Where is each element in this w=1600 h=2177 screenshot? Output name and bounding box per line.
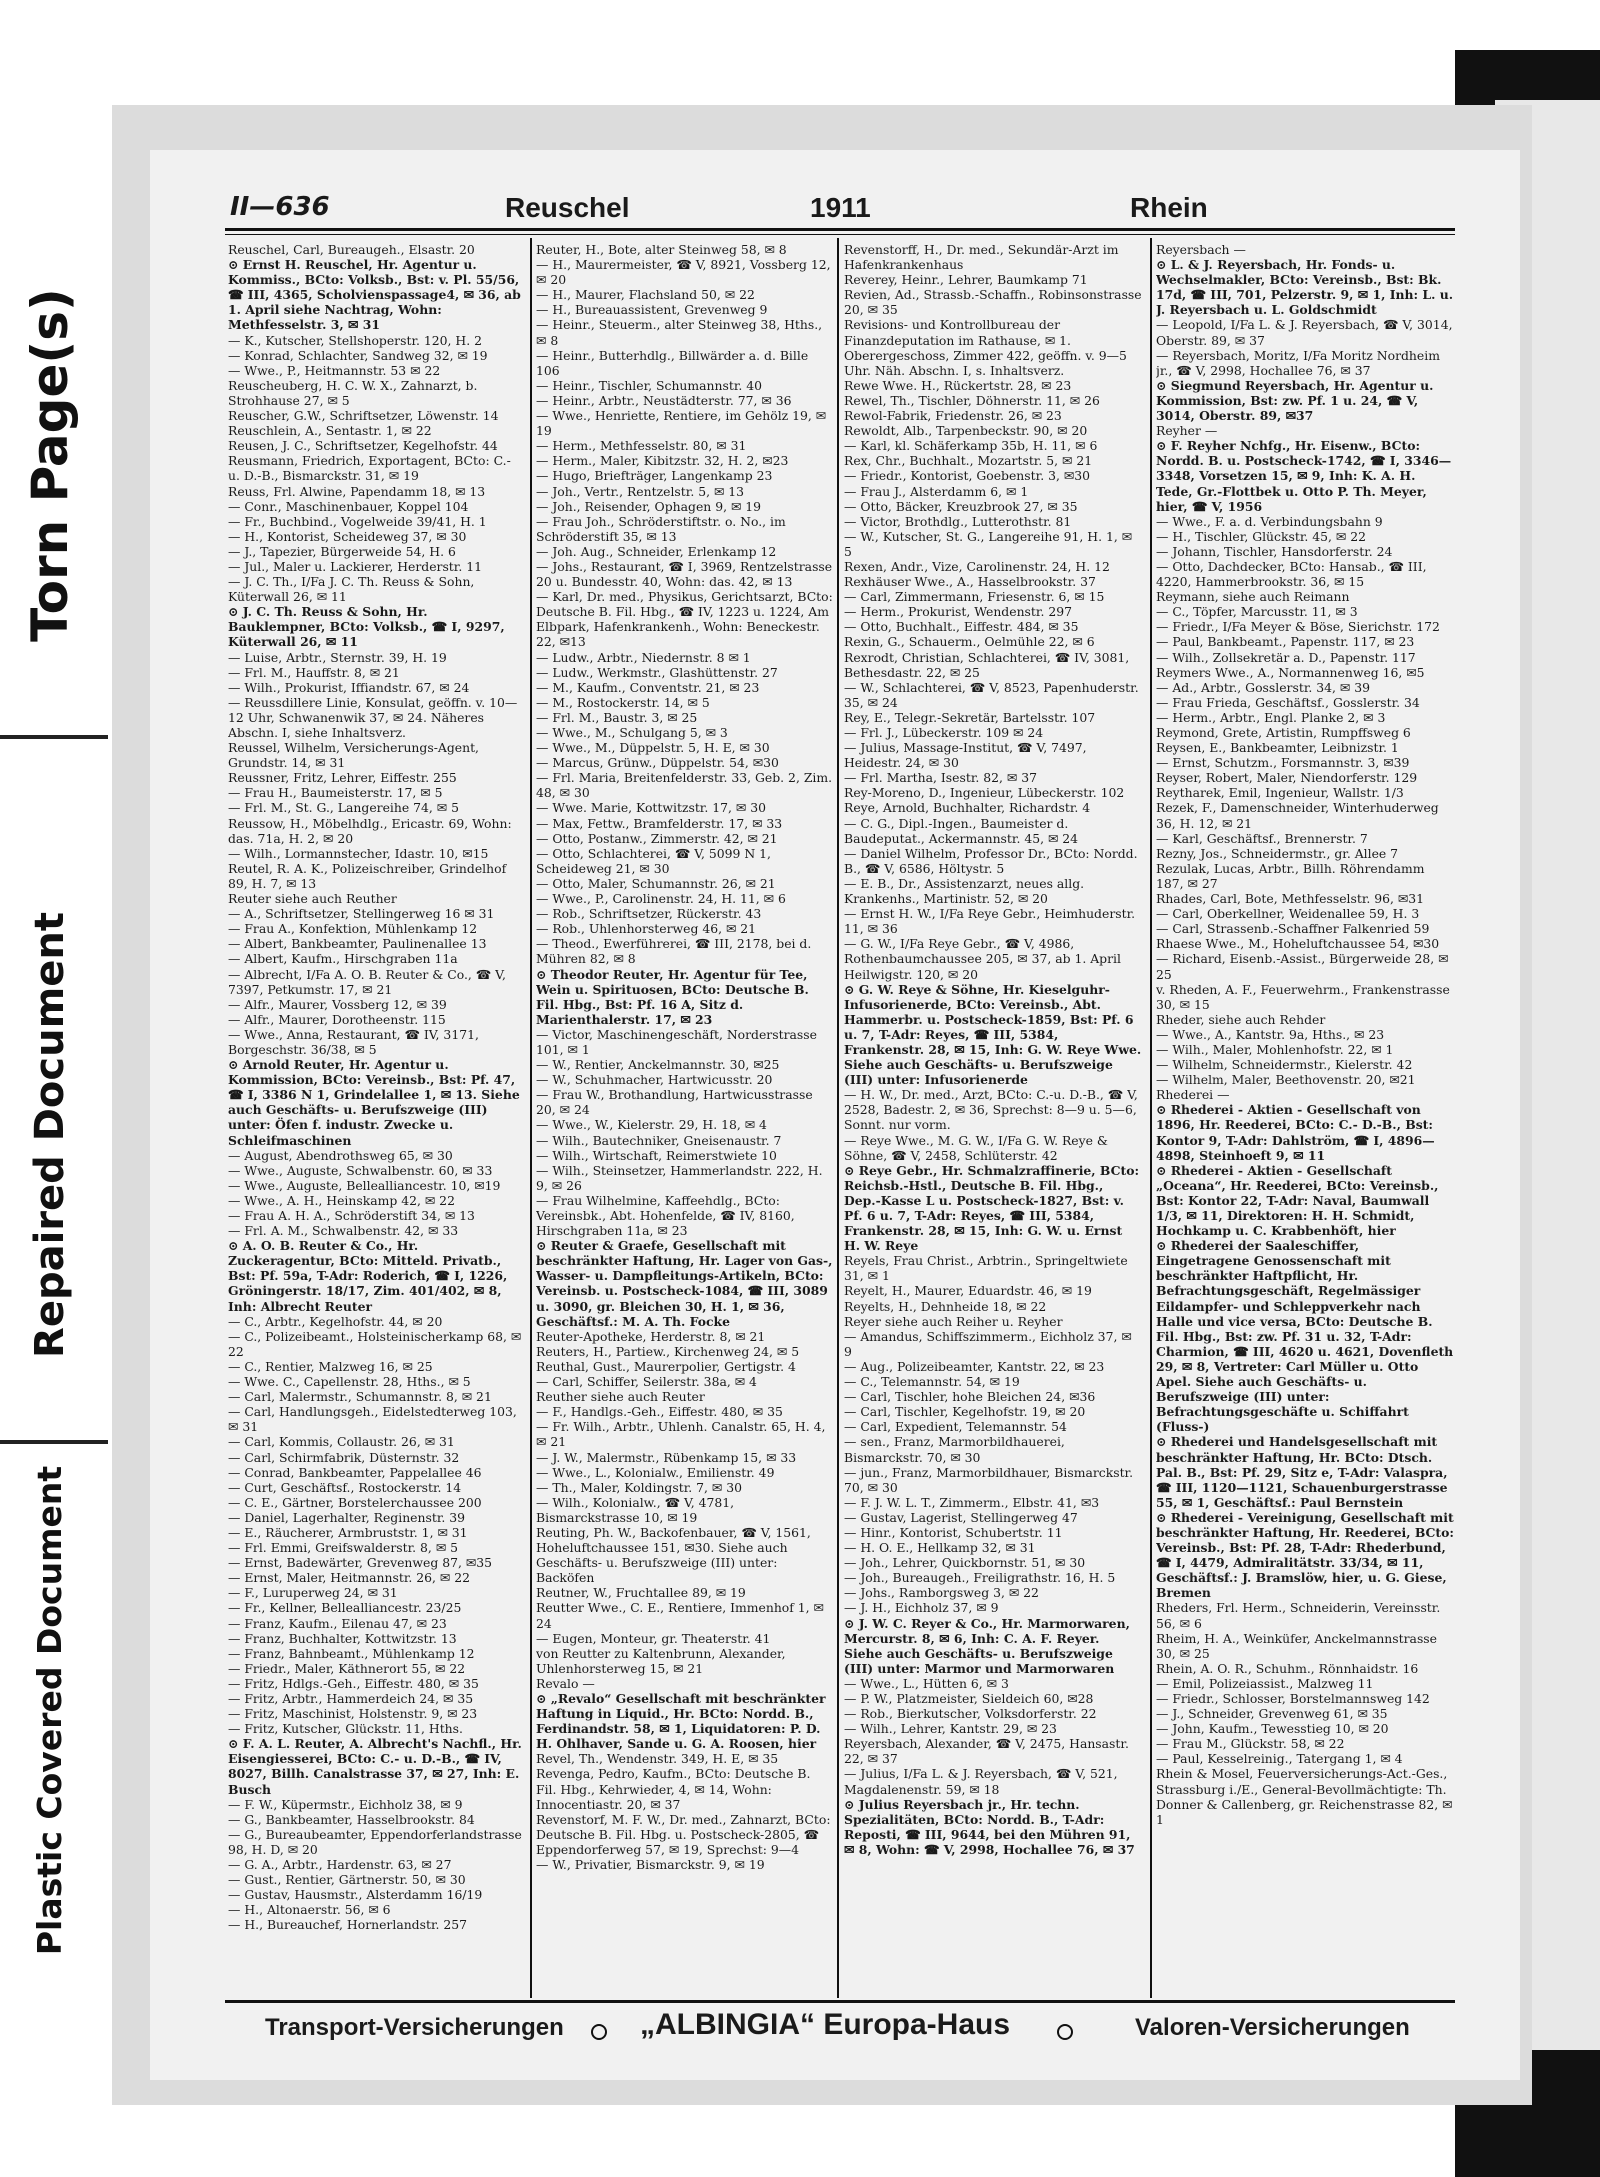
directory-entry: — J. H., Eichholz 37, ✉ 9 [844, 1600, 999, 1616]
directory-entry: ⊙ F. A. L. Reuter, A. Albrecht's Nachfl., Hr. Eisengiesserei, BCto: C.- u. D.-B., ☎ IV, 8027, Billh. Canalstrasse 37, ✉ 27, Inh: E. Busch [228, 1736, 522, 1797]
directory-entry: — C., Arbtr., Kegelhofstr. 44, ✉ 20 [228, 1313, 443, 1329]
directory-entry: Rhaese Wwe., M., Hoheluftchaussee 54, ✉30 [1156, 936, 1440, 952]
column-divider [1150, 238, 1152, 1998]
directory-entry: — Wwe., A. H., Heinskamp 42, ✉ 22 [228, 1192, 455, 1208]
directory-entry: — H., Maurer, Flachsland 50, ✉ 22 [536, 287, 755, 303]
directory-entry: — Frau W., Brothandlung, Hartwicusstrasse 20, ✉ 24 [536, 1087, 813, 1118]
directory-entry: ⊙ L. & J. Reyersbach, Hr. Fonds- u. Wechselmakler, BCto: Vereinsb., Bst: Bk. 17d, ☎ III, 701, Pelzerstr. 9, ✉ 1, Inh: L. u. J. Reyersbach u. L. Goldschmidt [1156, 257, 1454, 318]
bullet-icon [1057, 2024, 1073, 2040]
directory-entry: Reussner, Fritz, Lehrer, Eiffestr. 255 [228, 770, 457, 786]
directory-entry: — Ernst, Schutzm., Forsmannstr. 3, ✉39 [1156, 755, 1410, 771]
directory-entry: — jun., Franz, Marmorbildhauer, Bismarckstr. 70, ✉ 30 [844, 1464, 1134, 1495]
directory-entry: — Rob., Schriftsetzer, Rückerstr. 43 [536, 906, 762, 922]
directory-entry: — Carl, Kommis, Collaustr. 26, ✉ 31 [228, 1434, 455, 1450]
directory-entry: — Luise, Arbtr., Sternstr. 39, H. 19 [228, 649, 447, 665]
directory-entry: Revel, Th., Wendenstr. 349, H. E, ✉ 35 [536, 1751, 779, 1767]
directory-entry: — H., Maurermeister, ☎ V, 8921, Vossberg 12, ✉ 20 [536, 257, 831, 288]
directory-entry: — G., Bureaubeamter, Eppendorferlandstrasse 98, H. D, ✉ 20 [228, 1826, 522, 1857]
directory-entry: — Fritz, Hdlgs.-Geh., Eiffestr. 480, ✉ 35 [228, 1675, 479, 1691]
directory-entry: ⊙ Arnold Reuter, Hr. Agentur u. Kommission, BCto: Vereinsb., Bst: Pf. 47, ☎ I, 3386 N 1, Grindelallee 1, ✉ 13. Siehe auch Geschäfts- u. Berufszweige (III) unter: Öfen f. industr. Zwecke u. Schleifmaschinen [228, 1057, 520, 1148]
directory-entry: — Richard, Eisenb.-Assist., Bürgerweide 28, ✉ 25 [1156, 951, 1449, 982]
directory-entry: — Johs., Restaurant, ☎ I, 3969, Rentzelstrasse 20 u. Bundesstr. 40, Wohn: das. 42, ✉ 13 [536, 558, 833, 590]
directory-entry: — Victor, Brothdlg., Lutterothstr. 81 [844, 513, 1072, 529]
directory-entry: Reyser, Robert, Maler, Niendorferstr. 129 [1156, 770, 1418, 786]
directory-entry: — sen., Franz, Marmorbildhauerei, Bismarckstr. 70, ✉ 30 [844, 1434, 1065, 1465]
directory-entry: Revenstorff, H., Dr. med., Sekundär-Arzt im Hafenkrankenhaus [844, 242, 1119, 273]
directory-entry: — Joh. Aug., Schneider, Erlenkamp 12 [536, 543, 777, 559]
directory-entry: Reyersbach, Alexander, ☎ V, 2475, Hansastr. 22, ✉ 37 [844, 1736, 1129, 1767]
directory-entry: Reutner, W., Fruchtallee 89, ✉ 19 [536, 1585, 746, 1601]
directory-entry: — Frau Wilhelmine, Kaffeehdlg., BCto: Vereinsbk., Abt. Hohenfelde, ☎ IV, 8160, Hirschgraben 11a, ✉ 23 [536, 1192, 795, 1239]
directory-entry: — Daniel, Lagerhalter, Reginenstr. 39 [228, 1509, 466, 1525]
directory-entry: Rewol-Fabrik, Friedenstr. 26, ✉ 23 [844, 408, 1062, 424]
directory-entry: — Frl. Martha, Isestr. 82, ✉ 37 [844, 770, 1038, 786]
directory-entry: ⊙ „Revalo“ Gesellschaft mit beschränkter Haftung in Liquid., Hr. BCto: Nordd. B., Ferdinandstr. 58, ✉ 1, Liquidatoren: P. D. H. Ohlhaver, Sande u. G. A. Roosen, hier [536, 1691, 826, 1752]
directory-entry: — C. G., Dipl.-Ingen., Baumeister d. Baudeputat., Ackermannstr. 45, ✉ 24 [844, 815, 1079, 846]
directory-entry: — Carl, Tischler, Kegelhofstr. 19, ✉ 20 [844, 1404, 1086, 1420]
directory-column-1 [228, 242, 526, 1997]
directory-entry: Reyels, Frau Christ., Arbtrin., Springeltwiete 31, ✉ 1 [844, 1253, 1128, 1284]
directory-entry: Rewoldt, Alb., Tarpenbeckstr. 90, ✉ 20 [844, 423, 1088, 439]
directory-entry: Reuschel, Carl, Bureaugeh., Elsastr. 20 [228, 242, 475, 257]
directory-entry: — H. O. E., Hellkamp 32, ✉ 31 [844, 1540, 1036, 1556]
directory-entry: — Wilh., Prokurist, Iffiandstr. 67, ✉ 24 [228, 679, 470, 695]
directory-entry: — F., Handlgs.-Geh., Eiffestr. 480, ✉ 35 [536, 1404, 783, 1420]
directory-entry: — Max, Fettw., Bramfelderstr. 17, ✉ 33 [536, 815, 783, 831]
directory-entry: Reuters, H., Partiew., Kirchenweg 24, ✉ 5 [536, 1343, 800, 1359]
directory-entry: — Joh., Reisender, Ophagen 9, ✉ 19 [536, 498, 762, 514]
directory-entry: — W., Privatier, Bismarckstr. 9, ✉ 19 [536, 1857, 765, 1873]
directory-entry: — K., Kutscher, Stellshoperstr. 120, H. 2 [228, 332, 482, 348]
directory-entry: — Ludw., Arbtr., Niedernstr. 8 ✉ 1 [536, 649, 751, 665]
running-head-last: Rhein [1130, 192, 1208, 223]
directory-entry: — Friedr., Kontorist, Goebenstr. 3, ✉30 [844, 468, 1090, 484]
directory-entry: — Franz, Bahnbeamt., Mühlenkamp 12 [228, 1645, 475, 1661]
directory-column-4 [1156, 242, 1454, 1997]
directory-entry: Revenga, Pedro, Kaufm., BCto: Deutsche B. Fil. Hbg., Kehrwieder, 4, ✉ 14, Wohn: Innocentiastr. 20, ✉ 37 [536, 1766, 811, 1812]
directory-entry: ⊙ Reye Gebr., Hr. Schmalzraffinerie, BCto: Reichsb.-Hstl., Deutsche B. Fil. Hbg., Dep.-Kasse L u. Postscheck-1827, Bst: v. Pf. 6 u. 7, T-Adr: Reyes, ☎ III, 5384, Frankenstr. 28, ✉ 15, Inh: G. W. u. Ernst H. W. Reye [844, 1162, 1140, 1254]
directory-entry: — Wilh., Wirtschaft, Reimerstwiete 10 [536, 1147, 777, 1163]
directory-entry: — A., Schriftsetzer, Stellingerweg 16 ✉ 31 [228, 906, 495, 922]
directory-entry: ⊙ Theodor Reuter, Hr. Agentur für Tee, Wein u. Spirituosen, BCto: Deutsche B. Fil. Hbg., Bst: Pf. 16 A, Sitz d. Marienthalerstr. 17, ✉ 23 [536, 966, 809, 1027]
directory-entry: — Heinr., Butterhdlg., Billwärder a. d. Bille 106 [536, 347, 809, 378]
directory-entry: Rexen, Andr., Vize, Carolinenstr. 24, H. 12 [844, 558, 1110, 574]
torn-pages-label: Torn Page(s) [21, 288, 79, 642]
footer-left-text: Transport-Versicherungen [265, 2014, 564, 2041]
directory-entry: — Ad., Arbtr., Gosslerstr. 34, ✉ 39 [1156, 679, 1370, 695]
label-divider [0, 735, 108, 739]
directory-entry: — Heinr., Tischler, Schumannstr. 40 [536, 377, 763, 393]
directory-entry: — Joh., Vertr., Rentzelstr. 5, ✉ 13 [536, 483, 745, 499]
directory-entry: Rezny, Jos., Schneidermstr., gr. Allee 7 [1156, 845, 1399, 861]
directory-entry: — Wilhelm, Maler, Beethovenstr. 20, ✉21 [1156, 1072, 1416, 1088]
directory-entry: Reuschlein, A., Sentastr. 1, ✉ 22 [228, 423, 432, 439]
footer-right-text: Valoren-Versicherungen [1135, 2014, 1410, 2041]
directory-entry: — Frau Joh., Schröderstiftstr. o. No., im Schröderstift 35, ✉ 13 [536, 513, 786, 544]
directory-entry: — Reye Wwe., M. G. W., I/Fa G. W. Reye & Söhne, ☎ V, 2458, Schlüterstr. 42 [844, 1132, 1108, 1163]
directory-entry: Revisions- und Kontrollbureau der Finanzdeputation im Rathause, ✉ 1. Oberergeschoss, Zimmer 422, geöffn. v. 9—5 Uhr. Näh. Abschn. I, s. Inhaltsverz. [844, 317, 1127, 378]
directory-entry: Rezulak, Lucas, Arbtr., Billh. Röhrendamm 187, ✉ 27 [1156, 860, 1425, 891]
directory-entry: — Alfr., Maurer, Vossberg 12, ✉ 39 [228, 996, 447, 1012]
directory-entry: — August, Abendrothsweg 65, ✉ 30 [228, 1147, 453, 1163]
directory-entry: — Frl. M., Baustr. 3, ✉ 25 [536, 709, 698, 725]
directory-entry: — Frl. Emmi, Greifswalderstr. 8, ✉ 5 [228, 1540, 459, 1556]
directory-entry: — Leopold, I/Fa L. & J. Reyersbach, ☎ V, 3014, Oberstr. 89, ✉ 37 [1156, 317, 1453, 348]
running-head-year: 1911 [810, 192, 871, 223]
directory-entry: Reyher — [1156, 423, 1218, 439]
directory-entry: Rexhäuser Wwe., A., Hasselbrookstr. 37 [844, 574, 1096, 590]
directory-entry: Rezek, F., Damenschneider, Winterhuderweg 36, H. 12, ✉ 21 [1156, 800, 1439, 831]
directory-entry: ⊙ Rhederei - Vereinigung, Gesellschaft mit beschränkter Haftung, Hr. Reederei, BCto: Vereinsb., Bst: Pf. 28, T-Adr: Rhederbund, ☎ I, 4479, Admiralitätstr. 33/34, ✉ 11, Geschäftsf.: J. Bramslöw, hier, u. G. Giese, Bremen [1156, 1509, 1454, 1601]
directory-entry: — Carl, Malermstr., Schumannstr. 8, ✉ 21 [228, 1389, 492, 1405]
column-divider [837, 238, 839, 1998]
directory-entry: — Heinr., Steuerm., alter Steinweg 38, Hths., ✉ 8 [536, 317, 823, 348]
directory-entry: — Frau A., Konfektion, Mühlenkamp 12 [228, 921, 478, 937]
directory-entry: — Wwe., M., Düppelstr. 5, H. E, ✉ 30 [536, 740, 770, 756]
directory-entry: ⊙ Siegmund Reyersbach, Hr. Agentur u. Kommission, Bst: zw. Pf. 1 u. 24, ☎ V, 3014, Oberstr. 89, ✉37 [1156, 377, 1434, 424]
directory-entry: — Wilh., Zollsekretär a. D., Papenstr. 117 [1156, 649, 1416, 665]
directory-entry: — Reyersbach, Moritz, I/Fa Moritz Nordheim jr., ☎ V, 2998, Hochallee 76, ✉ 37 [1156, 347, 1440, 378]
directory-entry: — Ernst, Badewärter, Grevenweg 87, ✉35 [228, 1555, 492, 1571]
directory-entry: — Fr. Wilh., Arbtr., Uhlenh. Canalstr. 65, H. 4, ✉ 21 [536, 1419, 826, 1450]
directory-entry: Reusen, J. C., Schriftsetzer, Kegelhofstr. 44 [228, 438, 498, 454]
directory-entry: von Reutter zu Kaltenbrunn, Alexander, Uhlenhorsterweg 15, ✉ 21 [536, 1645, 786, 1676]
directory-entry: — Friedr., Schlosser, Borstelmannsweg 142 [1156, 1691, 1430, 1706]
directory-entry: — J., Schneider, Grevenweg 61, ✉ 35 [1156, 1706, 1388, 1722]
directory-entry: — H., Altonaerstr. 56, ✉ 6 [228, 1902, 391, 1918]
directory-entry: — Frau M., Glückstr. 58, ✉ 22 [1156, 1736, 1345, 1752]
directory-entry: — Fr., Buchbind., Vogelweide 39/41, H. 1 [228, 513, 487, 529]
directory-entry: — Otto, Postanw., Zimmerstr. 42, ✉ 21 [536, 830, 778, 846]
directory-entry: Reuther siehe auch Reuter [536, 1389, 705, 1405]
header-rule [225, 228, 1455, 231]
directory-entry: — Carl, Schirmfabrik, Düsternstr. 32 [228, 1449, 460, 1465]
footer-center-text: „ALBINGIA“ Europa-Haus [640, 2008, 1011, 2041]
directory-entry: — Wwe., Auguste, Bellealliancestr. 10, ✉19 [228, 1177, 501, 1193]
directory-entry: Reymann, siehe auch Reimann [1156, 589, 1350, 605]
directory-column-3 [844, 242, 1142, 1997]
directory-entry: Reutter Wwe., C. E., Rentiere, Immenhof 1, ✉ 24 [536, 1600, 824, 1631]
directory-entry: — P. W., Platzmeister, Sieldeich 60, ✉28 [844, 1691, 1094, 1706]
directory-entry: Reverey, Heinr., Lehrer, Baumkamp 71 [844, 272, 1088, 288]
directory-entry: Rewel, Th., Tischler, Döhnerstr. 11, ✉ 26 [844, 392, 1100, 408]
directory-entry: — M., Rostockerstr. 14, ✉ 5 [536, 694, 710, 710]
directory-entry: Rhein, A. O. R., Schuhm., Rönnhaidstr. 16 [1156, 1660, 1419, 1676]
directory-entry: Reuscheuberg, H. C. W. X., Zahnarzt, b. Strohhause 27, ✉ 5 [228, 377, 478, 408]
directory-entry: — Julius, Massage-Institut, ☎ V, 7497, Heidestr. 24, ✉ 30 [844, 740, 1087, 771]
directory-entry: — W., Schuhmacher, Hartwicusstr. 20 [536, 1072, 773, 1088]
directory-entry: Rheder, siehe auch Rehder [1156, 1011, 1326, 1027]
directory-entry: Reytharek, Emil, Ingenieur, Wallstr. 1/3 [1156, 785, 1404, 801]
directory-entry: Rheders, Frl. Herm., Schneiderin, Vereinsstr. 56, ✉ 6 [1156, 1600, 1441, 1631]
directory-entry: — F. J. W. L. T., Zimmerm., Elbstr. 41, ✉3 [844, 1494, 1100, 1510]
directory-entry: — H., Bureauchef, Hornerlandstr. 257 [228, 1917, 468, 1933]
directory-entry: — Wwe., P., Carolinenstr. 24, H. 11, ✉ 6 [536, 891, 786, 907]
advertisement-footer [225, 2008, 1455, 2058]
directory-entry: — Wwe., P., Heitmannstr. 53 ✉ 22 [228, 362, 441, 378]
directory-entry: — Wilh., Maler, Mohlenhofstr. 22, ✉ 1 [1156, 1041, 1394, 1057]
directory-entry: Reuting, Ph. W., Backofenbauer, ☎ V, 1561, Hoheluftchaussee 151, ✉30. Siehe auch Geschäfts- u. Berufszweige (III) unter: Backöfen [536, 1524, 811, 1586]
directory-entry: — Frl. A. M., Schwalbenstr. 42, ✉ 33 [228, 1223, 459, 1239]
directory-entry: v. Rheden, A. F., Feuerwehrm., Frankenstrasse 30, ✉ 15 [1156, 981, 1450, 1012]
directory-entry: Rex, Chr., Buchhalt., Mozartstr. 5, ✉ 21 [844, 453, 1093, 469]
directory-entry: — Hugo, Briefträger, Langenkamp 23 [536, 468, 773, 484]
directory-entry: — H., Kontorist, Scheideweg 37, ✉ 30 [228, 528, 467, 544]
directory-entry: — Carl, Expedient, Telemannstr. 54 [844, 1419, 1067, 1435]
directory-entry: ⊙ Reuter & Graefe, Gesellschaft mit beschränkter Haftung, Hr. Lager von Gas-, Wasser- u. Dampfleitungs-Artikeln, BCto: Vereinsb. u. Postscheck-1084, ☎ III, 3089 u. 3090, gr. Bleichen 30, H. 1, ✉ 36, Geschäftsf.: M. A. Th. Focke [536, 1238, 833, 1329]
plastic-covered-label: Plastic Covered Document [30, 1465, 70, 1955]
directory-entry: — Frau J., Alsterdamm 6, ✉ 1 [844, 483, 1029, 499]
directory-entry: — Wwe., A., Kantstr. 9a, Hths., ✉ 23 [1156, 1026, 1385, 1042]
directory-entry: — Aug., Polizeibeamter, Kantstr. 22, ✉ 23 [844, 1358, 1105, 1374]
directory-entry: — H. W., Dr. med., Arzt, BCto: C.-u. D.-B., ☎ V, 2528, Badestr. 2, ✉ 36, Sprechst: 8—9 u. 5—6, Sonnt. nur vorm. [844, 1087, 1138, 1133]
directory-entry: — Ernst, Maler, Heitmannstr. 26, ✉ 22 [228, 1570, 470, 1586]
directory-entry: — Otto, Buchhalt., Eiffestr. 484, ✉ 35 [844, 619, 1079, 635]
directory-entry: — Wilh., Bautechniker, Gneisenaustr. 7 [536, 1132, 782, 1148]
directory-entry: — Jul., Maler u. Lackierer, Herderstr. 11 [228, 558, 482, 574]
directory-entry: — Herm., Methfesselstr. 80, ✉ 31 [536, 438, 747, 454]
directory-entry: — Albert, Kaufm., Hirschgraben 11a [228, 951, 458, 967]
directory-entry: — Reussdillere Linie, Konsulat, geöffn. v. 10—12 Uhr, Schwanenwik 37, ✉ 24. Näheres Abschn. I, siehe Inhaltsverz. [228, 694, 518, 740]
directory-entry: — Friedr., I/Fa Meyer & Böse, Sierichstr. 172 [1156, 619, 1440, 635]
directory-entry: — Wwe., F. a. d. Verbindungsbahn 9 [1156, 513, 1383, 529]
directory-entry: — Carl, Oberkellner, Weidenallee 59, H. 3 [1156, 906, 1420, 922]
directory-entry: — Wwe. C., Capellenstr. 28, Hths., ✉ 5 [228, 1374, 471, 1390]
directory-entry: — Karl, kl. Schäferkamp 35b, H. 11, ✉ 6 [844, 438, 1098, 454]
directory-entry: — Daniel Wilhelm, Professor Dr., BCto: Nordd. B., ☎ V, 6586, Höltystr. 5 [844, 845, 1138, 876]
directory-entry: — Victor, Maschinengeschäft, Norderstrasse 101, ✉ 1 [536, 1026, 817, 1057]
bullet-icon [591, 2024, 607, 2040]
directory-entry: — C., Telemannstr. 54, ✉ 19 [844, 1374, 1020, 1390]
directory-entry: ⊙ Rhederei - Aktien - Gesellschaft „Oceana“, Hr. Reederei, BCto: Vereinsb., Bst: Kontor 22, T-Adr: Naval, Baumwall 1/3, ✉ 11, Direktoren: H. H. Schmidt, Hochkamp u. C. Krabbenhöft, hier [1156, 1162, 1439, 1239]
directory-entry: ⊙ J. C. Th. Reuss & Sohn, Hr. Bauklempner, BCto: Volksb., ☎ I, 9297, Küterwall 26, ✉ 11 [228, 604, 505, 650]
directory-entry: — Wwe., W., Kielerstr. 29, H. 18, ✉ 4 [536, 1117, 767, 1133]
directory-entry: — Fritz, Arbtr., Hammerdeich 24, ✉ 35 [228, 1691, 474, 1706]
directory-entry: — Fr., Kellner, Bellealliancestr. 23/25 [228, 1600, 462, 1616]
directory-entry: — Julius, I/Fa L. & J. Reyersbach, ☎ V, 521, Magdalenenstr. 59, ✉ 18 [844, 1766, 1118, 1797]
directory-entry: ⊙ Rhederei und Handelsgesellschaft mit beschränkter Haftung, Hr. BCto: Dtsch. Pal. B., Bst: Pf. 29, Sitz e, T-Adr: Valaspra, ☎ III, 1120—1121, Schauenburgerstrasse 55, ✉ 1, Geschäftsf.: Paul Bernstein [1156, 1434, 1448, 1510]
directory-entry: — Gustav, Hausmstr., Alsterdamm 16/19 [228, 1887, 483, 1903]
header-rule-thin [225, 234, 1455, 235]
directory-entry: — Otto, Schlachterei, ☎ V, 5099 N 1, Scheideweg 21, ✉ 30 [536, 845, 771, 876]
directory-entry: — Wilh., Lehrer, Kantstr. 29, ✉ 23 [844, 1721, 1057, 1737]
directory-entry: — G. W., I/Fa Reye Gebr., ☎ V, 4986, Rothenbaumchaussee 205, ✉ 37, ab 1. April Heilwigstr. 120, ✉ 20 [844, 936, 1121, 982]
column-divider [530, 238, 532, 1998]
directory-entry: — Rob., Bierkutscher, Volksdorferstr. 22 [844, 1706, 1097, 1722]
directory-entry: — Eugen, Monteur, gr. Theaterstr. 41 [536, 1630, 771, 1646]
directory-entry: — Fritz, Maschinist, Holstenstr. 9, ✉ 23 [228, 1706, 478, 1722]
directory-entry: — E., Räucherer, Armbruststr. 1, ✉ 31 [228, 1524, 468, 1540]
directory-entry: — Franz, Kaufm., Eilenau 47, ✉ 23 [228, 1615, 447, 1631]
directory-entry: — C., Töpfer, Marcusstr. 11, ✉ 3 [1156, 604, 1358, 620]
directory-entry: — C. E., Gärtner, Borstelerchaussee 200 [228, 1494, 482, 1510]
directory-entry: — Wwe., Auguste, Schwalbenstr. 60, ✉ 33 [228, 1162, 493, 1178]
directory-entry: — Conr., Maschinenbauer, Koppel 104 [228, 498, 469, 514]
directory-entry: Reye, Arnold, Buchhalter, Richardstr. 4 [844, 800, 1091, 816]
directory-entry: — Hinr., Kontorist, Schubertstr. 11 [844, 1524, 1063, 1540]
directory-entry: Reuter siehe auch Reuther [228, 891, 397, 907]
directory-entry: — E. B., Dr., Assistenzarzt, neues allg. Krankenhs., Martinistr. 52, ✉ 20 [844, 875, 1085, 907]
directory-entry: — Wilh., Kolonialw., ☎ V, 4781, Bismarckstrasse 10, ✉ 19 [536, 1494, 735, 1525]
directory-entry: — Marcus, Grünw., Düppelstr. 54, ✉30 [536, 755, 779, 771]
page-number: II—636 [230, 192, 330, 222]
directory-entry: Rheim, H. A., Weinküfer, Anckelmannstrasse 30, ✉ 25 [1156, 1630, 1437, 1661]
directory-entry: — W., Schlachterei, ☎ V, 8523, Papenhuderstr. 35, ✉ 24 [844, 679, 1139, 710]
directory-entry: — M., Kaufm., Conventstr. 21, ✉ 23 [536, 679, 760, 695]
directory-entry: — Wwe., L., Hütten 6, ✉ 3 [844, 1675, 1009, 1691]
directory-entry: — Wilh., Steinsetzer, Hammerlandstr. 222, H. 9, ✉ 26 [536, 1162, 823, 1193]
directory-entry: Reysen, E., Bankbeamter, Leibnizstr. 1 [1156, 740, 1399, 756]
directory-entry: — John, Kaufm., Tewesstieg 10, ✉ 20 [1156, 1721, 1389, 1737]
directory-entry: ⊙ A. O. B. Reuter & Co., Hr. Zuckeragentur, BCto: Mitteld. Privatb., Bst: Pf. 59a, T-Adr: Roderich, ☎ I, 1226, Gröningerstr. 18/17, Zim. 401/402, ✉ 8, Inh: Albrecht Reuter [228, 1238, 508, 1314]
directory-entry: — Ernst H. W., I/Fa Reye Gebr., Heimhuderstr. 11, ✉ 36 [844, 906, 1136, 937]
directory-entry: — Karl, Geschäftsf., Brennerstr. 7 [1156, 830, 1368, 846]
directory-entry: ⊙ J. W. C. Reyer & Co., Hr. Marmorwaren, Mercurstr. 8, ✉ 6, Inh: C. A. F. Reyer. Siehe auch Geschäfts- u. Berufszweige (III) unter: Marmor und Marmorwaren [844, 1615, 1130, 1676]
directory-entry: ⊙ Rhederei der Saaleschiffer, Eingetragene Genossenschaft mit beschränkter Haftpflicht, Hr. Befrachtungsgeschäft, Regelmässiger Eildampfer- und Schleppverkehr nach Halle und vice versa, BCto: Deutsche B. Fil. Hbg., Bst: zw. Pf. 31 u. 32, T-Adr: Charmion, ☎ III, 4620 u. 4621, Dovenfleth 29, ✉ 8, Vertreter: Carl Müller u. Otto Apel. Siehe auch Geschäfts- u. Berufszweige (III) unter: Befrachtungsgeschäfte u. Schiffahrt (Fluss-) [1156, 1238, 1454, 1435]
directory-entry: Reyersbach — [1156, 242, 1246, 257]
directory-entry: — W., Rentier, Anckelmannstr. 30, ✉25 [536, 1057, 780, 1073]
directory-entry: — Joh., Lehrer, Quickbornstr. 51, ✉ 30 [844, 1555, 1086, 1571]
directory-entry: — Albert, Bankbeamter, Paulinenallee 13 [228, 936, 487, 952]
footer-rule [225, 2000, 1455, 2003]
directory-entry: — Paul, Kesselreinig., Tatergang 1, ✉ 4 [1156, 1751, 1403, 1767]
directory-entry: Revien, Ad., Strassb.-Schaffn., Robinsonstrasse 20, ✉ 35 [844, 287, 1142, 318]
directory-entry: Reusmann, Friedrich, Exportagent, BCto: C.- u. D.-B., Bismarckstr. 31, ✉ 19 [228, 453, 511, 484]
directory-entry: — J., Tapezier, Bürgerweide 54, H. 6 [228, 543, 456, 559]
directory-entry: ⊙ Julius Reyersbach jr., Hr. techn. Spezialitäten, BCto: Nordd. B., T-Adr: Reposti, ☎ III, 9644, bei den Mühren 91, ✉ 8, Wohn: ☎ V, 2998, Hochallee 76, ✉ 37 [844, 1796, 1135, 1857]
directory-entry: — Curt, Geschäftsf., Rostockerstr. 14 [228, 1479, 462, 1495]
directory-entry: — Wwe., L., Kolonialw., Emilienstr. 49 [536, 1464, 775, 1480]
directory-entry: — Wwe. Marie, Kottwitzstr. 17, ✉ 30 [536, 800, 766, 816]
directory-entry: — Paul, Bankbeamt., Papenstr. 117, ✉ 23 [1156, 634, 1415, 650]
repaired-document-label: Repaired Document [27, 912, 73, 1358]
directory-entry: Revalo — [536, 1675, 595, 1691]
directory-entry: Rey, E., Telegr.-Sekretär, Bartelsstr. 107 [844, 709, 1096, 725]
directory-entry: — Theod., Ewerführerei, ☎ III, 2178, bei d. Mühren 82, ✉ 8 [536, 936, 812, 967]
directory-entry: ⊙ Ernst H. Reuschel, Hr. Agentur u. Kommiss., BCto: Volksb., Bst: v. Pl. 55/56, ☎ III, 4365, Scholvienspassage4, ✉ 36, ab 1. April siehe Nachtrag, Wohn: Methfesselstr. 3, ✉ 31 [228, 257, 521, 333]
directory-entry: — H., Tischler, Glückstr. 45, ✉ 22 [1156, 528, 1366, 544]
directory-entry: — Joh., Bureaugeh., Freiligrathstr. 16, H. 5 [844, 1570, 1116, 1586]
directory-entry: — Wwe., Anna, Restaurant, ☎ IV, 3171, Borgeschstr. 36/38, ✉ 5 [228, 1026, 479, 1057]
directory-entry: — G. A., Arbtr., Hardenstr. 63, ✉ 27 [228, 1857, 452, 1873]
directory-entry: — H., Bureauassistent, Grevenweg 9 [536, 302, 768, 318]
directory-entry: Rewe Wwe. H., Rückertstr. 28, ✉ 23 [844, 377, 1072, 393]
directory-entry: — W., Kutscher, St. G., Langereihe 91, H. 1, ✉ 5 [844, 528, 1133, 559]
directory-entry: — Herm., Arbtr., Engl. Planke 2, ✉ 3 [1156, 709, 1386, 725]
directory-entry: — Carl, Strassenb.-Schaffner Falkenried 59 [1156, 921, 1430, 937]
directory-entry: — Frl. Maria, Breitenfelderstr. 33, Geb. 2, Zim. 48, ✉ 30 [536, 770, 833, 801]
directory-page [150, 150, 1520, 2080]
directory-entry: — Friedr., Maler, Käthnerort 55, ✉ 22 [228, 1660, 466, 1676]
directory-entry: — Frau A. H. A., Schröderstift 34, ✉ 13 [228, 1208, 475, 1223]
directory-entry: — Frl. M., Hauffstr. 8, ✉ 21 [228, 664, 400, 680]
directory-entry: ⊙ Rhederei - Aktien - Gesellschaft von 1896, Hr. Reederei, BCto: C.- D.-B., Bst: Kontor 9, T-Adr: Dahlström, ☎ I, 4896—4898, Steinhoeft 9, ✉ 11 [1156, 1102, 1435, 1163]
directory-entry: — Carl, Handlungsgeh., Eidelstedterweg 103, ✉ 31 [228, 1404, 517, 1435]
directory-entry: Reuss, Frl. Alwine, Papendamm 18, ✉ 13 [228, 483, 486, 499]
directory-entry: — Fritz, Kutscher, Glückstr. 11, Hths. [228, 1721, 463, 1737]
directory-entry: — G., Bankbeamter, Hasselbrookstr. 84 [228, 1811, 475, 1827]
directory-entry: Reussow, H., Möbelhdlg., Ericastr. 69, Wohn: das. 71a, H. 2, ✉ 20 [228, 815, 512, 846]
directory-entry: Reussel, Wilhelm, Versicherungs-Agent, Grundstr. 14, ✉ 31 [228, 740, 479, 771]
directory-entry: Rhederei — [1156, 1087, 1230, 1103]
directory-entry: — Johs., Ramborgsweg 3, ✉ 22 [844, 1585, 1039, 1601]
directory-entry: — Wwe., M., Schulgang 5, ✉ 3 [536, 725, 728, 740]
directory-entry: — Gust., Rentier, Gärtnerstr. 50, ✉ 30 [228, 1872, 466, 1888]
directory-entry: — Rob., Uhlenhorsterweg 46, ✉ 21 [536, 921, 757, 937]
directory-entry: — Carl, Zimmermann, Friesenstr. 6, ✉ 15 [844, 589, 1105, 605]
directory-entry: — Albrecht, I/Fa A. O. B. Reuter & Co., ☎ V, 7397, Petkumstr. 17, ✉ 21 [228, 966, 506, 997]
directory-entry: Reuscher, G.W., Schriftsetzer, Löwenstr. 14 [228, 408, 499, 424]
directory-entry: ⊙ G. W. Reye & Söhne, Hr. Kieselguhr-Infusorienerde, BCto: Vereinsb., Abt. Hammerbr. u. Postscheck-1859, Bst: Pf. 6 u. 7, T-Adr: Reyes, ☎ III, 5384, Frankenstr. 28, ✉ 15, Inh: G. W. Reye Wwe. Siehe auch Geschäfts- u. Berufszweige (III) unter: Infusorienerde [844, 981, 1142, 1088]
directory-entry: — C., Rentier, Malzweg 16, ✉ 25 [228, 1358, 433, 1374]
directory-entry: — Franz, Buchhalter, Kottwitzstr. 13 [228, 1630, 457, 1646]
directory-entry: — Th., Maler, Koldingstr. 7, ✉ 30 [536, 1479, 742, 1495]
directory-entry: Rexin, G., Schauerm., Oelmühle 22, ✉ 6 [844, 634, 1095, 650]
directory-entry: Reymond, Grete, Artistin, Rumpffsweg 6 [1156, 725, 1411, 740]
directory-entry: — F. W., Küpermstr., Eichholz 38, ✉ 9 [228, 1796, 463, 1812]
directory-entry: — Karl, Dr. med., Physikus, Gerichtsarzt, BCto: Deutsche B. Fil. Hbg., ☎ IV, 1223 u. 1224, Am Elbpark, Hafenkrankenh., Wohn: Beneckestr. 22, ✉13 [536, 589, 833, 650]
directory-entry: — Carl, Tischler, hohe Bleichen 24, ✉36 [844, 1389, 1096, 1405]
directory-entry: — Johann, Tischler, Hansdorferstr. 24 [1156, 543, 1393, 559]
directory-entry: Reuter-Apotheke, Herderstr. 8, ✉ 21 [536, 1328, 766, 1344]
directory-entry: Rhades, Carl, Bote, Methfesselstr. 96, ✉31 [1156, 891, 1425, 907]
directory-entry: — Emil, Polizeiassist., Malzweg 11 [1156, 1675, 1374, 1691]
directory-entry: ⊙ F. Reyher Nchfg., Hr. Eisenw., BCto: Nordd. B. u. Postscheck-1742, ☎ I, 3346—3348, Vorsetzen 15, ✉ 9, Inh: K. A. H. Tede, Gr.-Flottbek u. Otto P. Th. Meyer, hier, ☎ V, 1956 [1156, 438, 1452, 514]
directory-entry: Reutel, R. A. K., Polizeischreiber, Grindelhof 89, H. 7, ✉ 13 [228, 860, 507, 891]
directory-entry: — F., Luruperweg 24, ✉ 31 [228, 1585, 398, 1601]
running-head-first: Reuschel [505, 192, 630, 223]
directory-entry: — Otto, Bäcker, Kreuzbrook 27, ✉ 35 [844, 498, 1078, 514]
directory-entry: Rhein & Mosel, Feuerversicherungs-Act.-Ges., Strassburg i./E., General-Bevollmächtigte: Th. Donner & Callenberg, gr. Reichenstrasse 82, ✉ 1 [1156, 1766, 1453, 1827]
directory-entry: Reyelts, H., Dehnheide 18, ✉ 22 [844, 1298, 1047, 1314]
directory-entry: — Gustav, Lagerist, Stellingerweg 47 [844, 1509, 1078, 1525]
directory-entry: — Wilhelm, Schneidermstr., Kielerstr. 42 [1156, 1057, 1413, 1073]
directory-entry: — Amandus, Schiffszimmerm., Eichholz 37, ✉ 9 [844, 1328, 1132, 1359]
directory-entry: Reuter, H., Bote, alter Steinweg 58, ✉ 8 [536, 242, 787, 257]
directory-entry: — Frl. J., Lübeckerstr. 109 ✉ 24 [844, 725, 1044, 740]
directory-entry: — Ludw., Werkmstr., Glashüttenstr. 27 [536, 664, 778, 680]
directory-entry: Reymers Wwe., A., Normannenweg 16, ✉5 [1156, 664, 1425, 680]
directory-entry: — Conrad, Bankbeamter, Pappelallee 46 [228, 1464, 482, 1480]
directory-entry: — Heinr., Arbtr., Neustädterstr. 77, ✉ 36 [536, 392, 792, 408]
directory-entry: — J. W., Malermstr., Rübenkamp 15, ✉ 33 [536, 1449, 797, 1465]
directory-entry: — Carl, Schiffer, Seilerstr. 38a, ✉ 4 [536, 1374, 757, 1390]
directory-entry: — Frl. M., St. G., Langereihe 74, ✉ 5 [228, 800, 459, 816]
directory-entry: — Otto, Maler, Schumannstr. 26, ✉ 21 [536, 875, 776, 891]
directory-entry: Reuthal, Gust., Maurerpolier, Gertigstr. 4 [536, 1358, 796, 1374]
directory-entry: — Herm., Maler, Kibitzstr. 32, H. 2, ✉23 [536, 453, 789, 469]
directory-entry: — Wwe., Henriette, Rentiere, im Gehölz 19, ✉ 19 [536, 408, 827, 439]
directory-entry: — Herm., Prokurist, Wendenstr. 297 [844, 604, 1072, 620]
directory-entry: Reyelt, H., Maurer, Eduardstr. 46, ✉ 19 [844, 1283, 1092, 1299]
directory-entry: — Frau Frieda, Geschäftsf., Gosslerstr. 34 [1156, 694, 1420, 710]
directory-entry: Rey-Moreno, D., Ingenieur, Lübeckerstr. 102 [844, 785, 1125, 801]
directory-entry: — Wilh., Lormannstecher, Idastr. 10, ✉15 [228, 845, 489, 861]
directory-entry: — J. C. Th., I/Fa J. C. Th. Reuss & Sohn, Küterwall 26, ✉ 11 [228, 574, 475, 605]
directory-entry: — Otto, Dachdecker, BCto: Hansab., ☎ III, 4220, Hammerbrookstr. 36, ✉ 15 [1156, 558, 1427, 590]
directory-entry: Reyer siehe auch Reiher u. Reyher [844, 1313, 1063, 1329]
directory-entry: — Alfr., Maurer, Dorotheenstr. 115 [228, 1011, 446, 1027]
directory-column-2 [536, 242, 834, 1997]
directory-entry: Revenstorf, M. F. W., Dr. med., Zahnarzt, BCto: Deutsche B. Fil. Hbg. u. Postscheck-2805, ☎ Eppendorferweg 57, ✉ 19, Sprechst: 9—4 [536, 1811, 831, 1857]
directory-entry: — Frau H., Baumeisterstr. 17, ✉ 5 [228, 785, 443, 801]
directory-entry: — Konrad, Schlachter, Sandweg 32, ✉ 19 [228, 347, 488, 363]
directory-entry: — C., Polizeibeamt., Holsteinischerkamp 68, ✉ 22 [228, 1328, 522, 1359]
directory-entry: Rexrodt, Christian, Schlachterei, ☎ IV, 3081, Bethesdastr. 22, ✉ 25 [844, 649, 1130, 680]
